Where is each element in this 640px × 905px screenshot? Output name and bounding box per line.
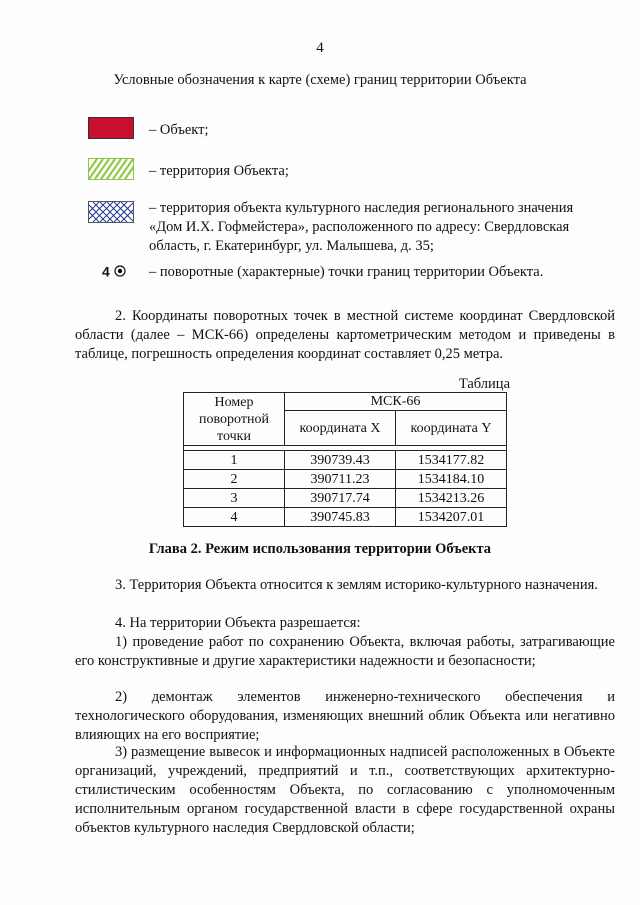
table-cell-y: 1534207.01 (396, 508, 507, 527)
legend-item-heritage (88, 199, 608, 257)
legend-item-points (88, 262, 608, 282)
territory-hatch-swatch-icon (88, 158, 134, 180)
table-cell-y: 1534184.10 (396, 470, 507, 489)
list-item-2: 2) демонтаж элементов инженерно-технического обеспечения и технологического оборудования, изменяющих внешний облик Объекта или негативно влияющих на его восприятие; (75, 689, 615, 743)
list-item-1: 1) проведение работ по сохранению Объекта, включая работы, затрагивающие его конструктивные и другие характеристики надежности и безопасности; (75, 634, 615, 669)
object-swatch-icon (88, 117, 134, 139)
table-row (184, 470, 507, 489)
header-point-number: Номер поворотной точки (184, 393, 285, 446)
paragraph-4: 4. На территории Объекта разрешается: (115, 615, 361, 631)
heritage-crosshatch-swatch-icon (88, 201, 134, 223)
turning-point-marker-icon (102, 262, 126, 279)
legend-item-object (88, 117, 608, 141)
table-caption: Таблица (458, 376, 510, 392)
table-cell-number: 3 (184, 489, 285, 508)
page-number: 4 (316, 40, 324, 56)
table-cell-x: 390717.74 (285, 489, 396, 508)
table-row (184, 489, 507, 508)
marker-label: 4 (102, 263, 110, 280)
table-row (184, 451, 507, 470)
header-msk66: МСК-66 (285, 393, 507, 411)
legend-text-heritage: – территория объекта культурного наследия регионального значения «Дом И.Х. Гофмейстера», расположенного по адресу: Свердловская область, г. Екатеринбург, ул. Малышева, д. 35; (149, 200, 574, 254)
table-row (184, 508, 507, 527)
paragraph-2: 2. Координаты поворотных точек в местной системе координат Свердловской области (далее – МСК-66) определены картометрическим методом и приведены в таблице, погрешность определения координат составляет 0,25 метра. (75, 308, 615, 362)
table-cell-x: 390739.43 (285, 451, 396, 470)
legend-title: Условные обозначения к карте (схеме) границ территории Объекта (113, 72, 527, 88)
table-cell-number: 2 (184, 470, 285, 489)
table-cell-x: 390711.23 (285, 470, 396, 489)
header-coordinate-y: координата Y (396, 411, 507, 446)
table-cell-number: 1 (184, 451, 285, 470)
table-cell-x: 390745.83 (285, 508, 396, 527)
paragraph-3: 3. Территория Объекта относится к землям историко-культурного назначения. (115, 577, 598, 593)
legend-text-points: – поворотные (характерные) точки границ территории Объекта. (149, 264, 544, 280)
table-cell-y: 1534177.82 (396, 451, 507, 470)
legend-item-territory (88, 158, 608, 182)
legend-text-territory: – территория Объекта; (149, 163, 289, 179)
table-cell-y: 1534213.26 (396, 489, 507, 508)
legend-text-object: – Объект; (149, 122, 209, 138)
coordinates-table (183, 392, 507, 527)
table-cell-number: 4 (184, 508, 285, 527)
header-coordinate-x: координата X (285, 411, 396, 446)
chapter-title: Глава 2. Режим использования территории Объекта (148, 541, 492, 557)
list-item-3: 3) размещение вывесок и информационных надписей расположенных в Объекте организаций, учреждений, предприятий и т.п., соответствующих архитектурно-стилистическим особенностям Объекта, по согласованию с уполномоченным исполнительным органом государственной власти в сфере государственной охраны объектов культурного наследия Свердловской области; (75, 744, 615, 836)
